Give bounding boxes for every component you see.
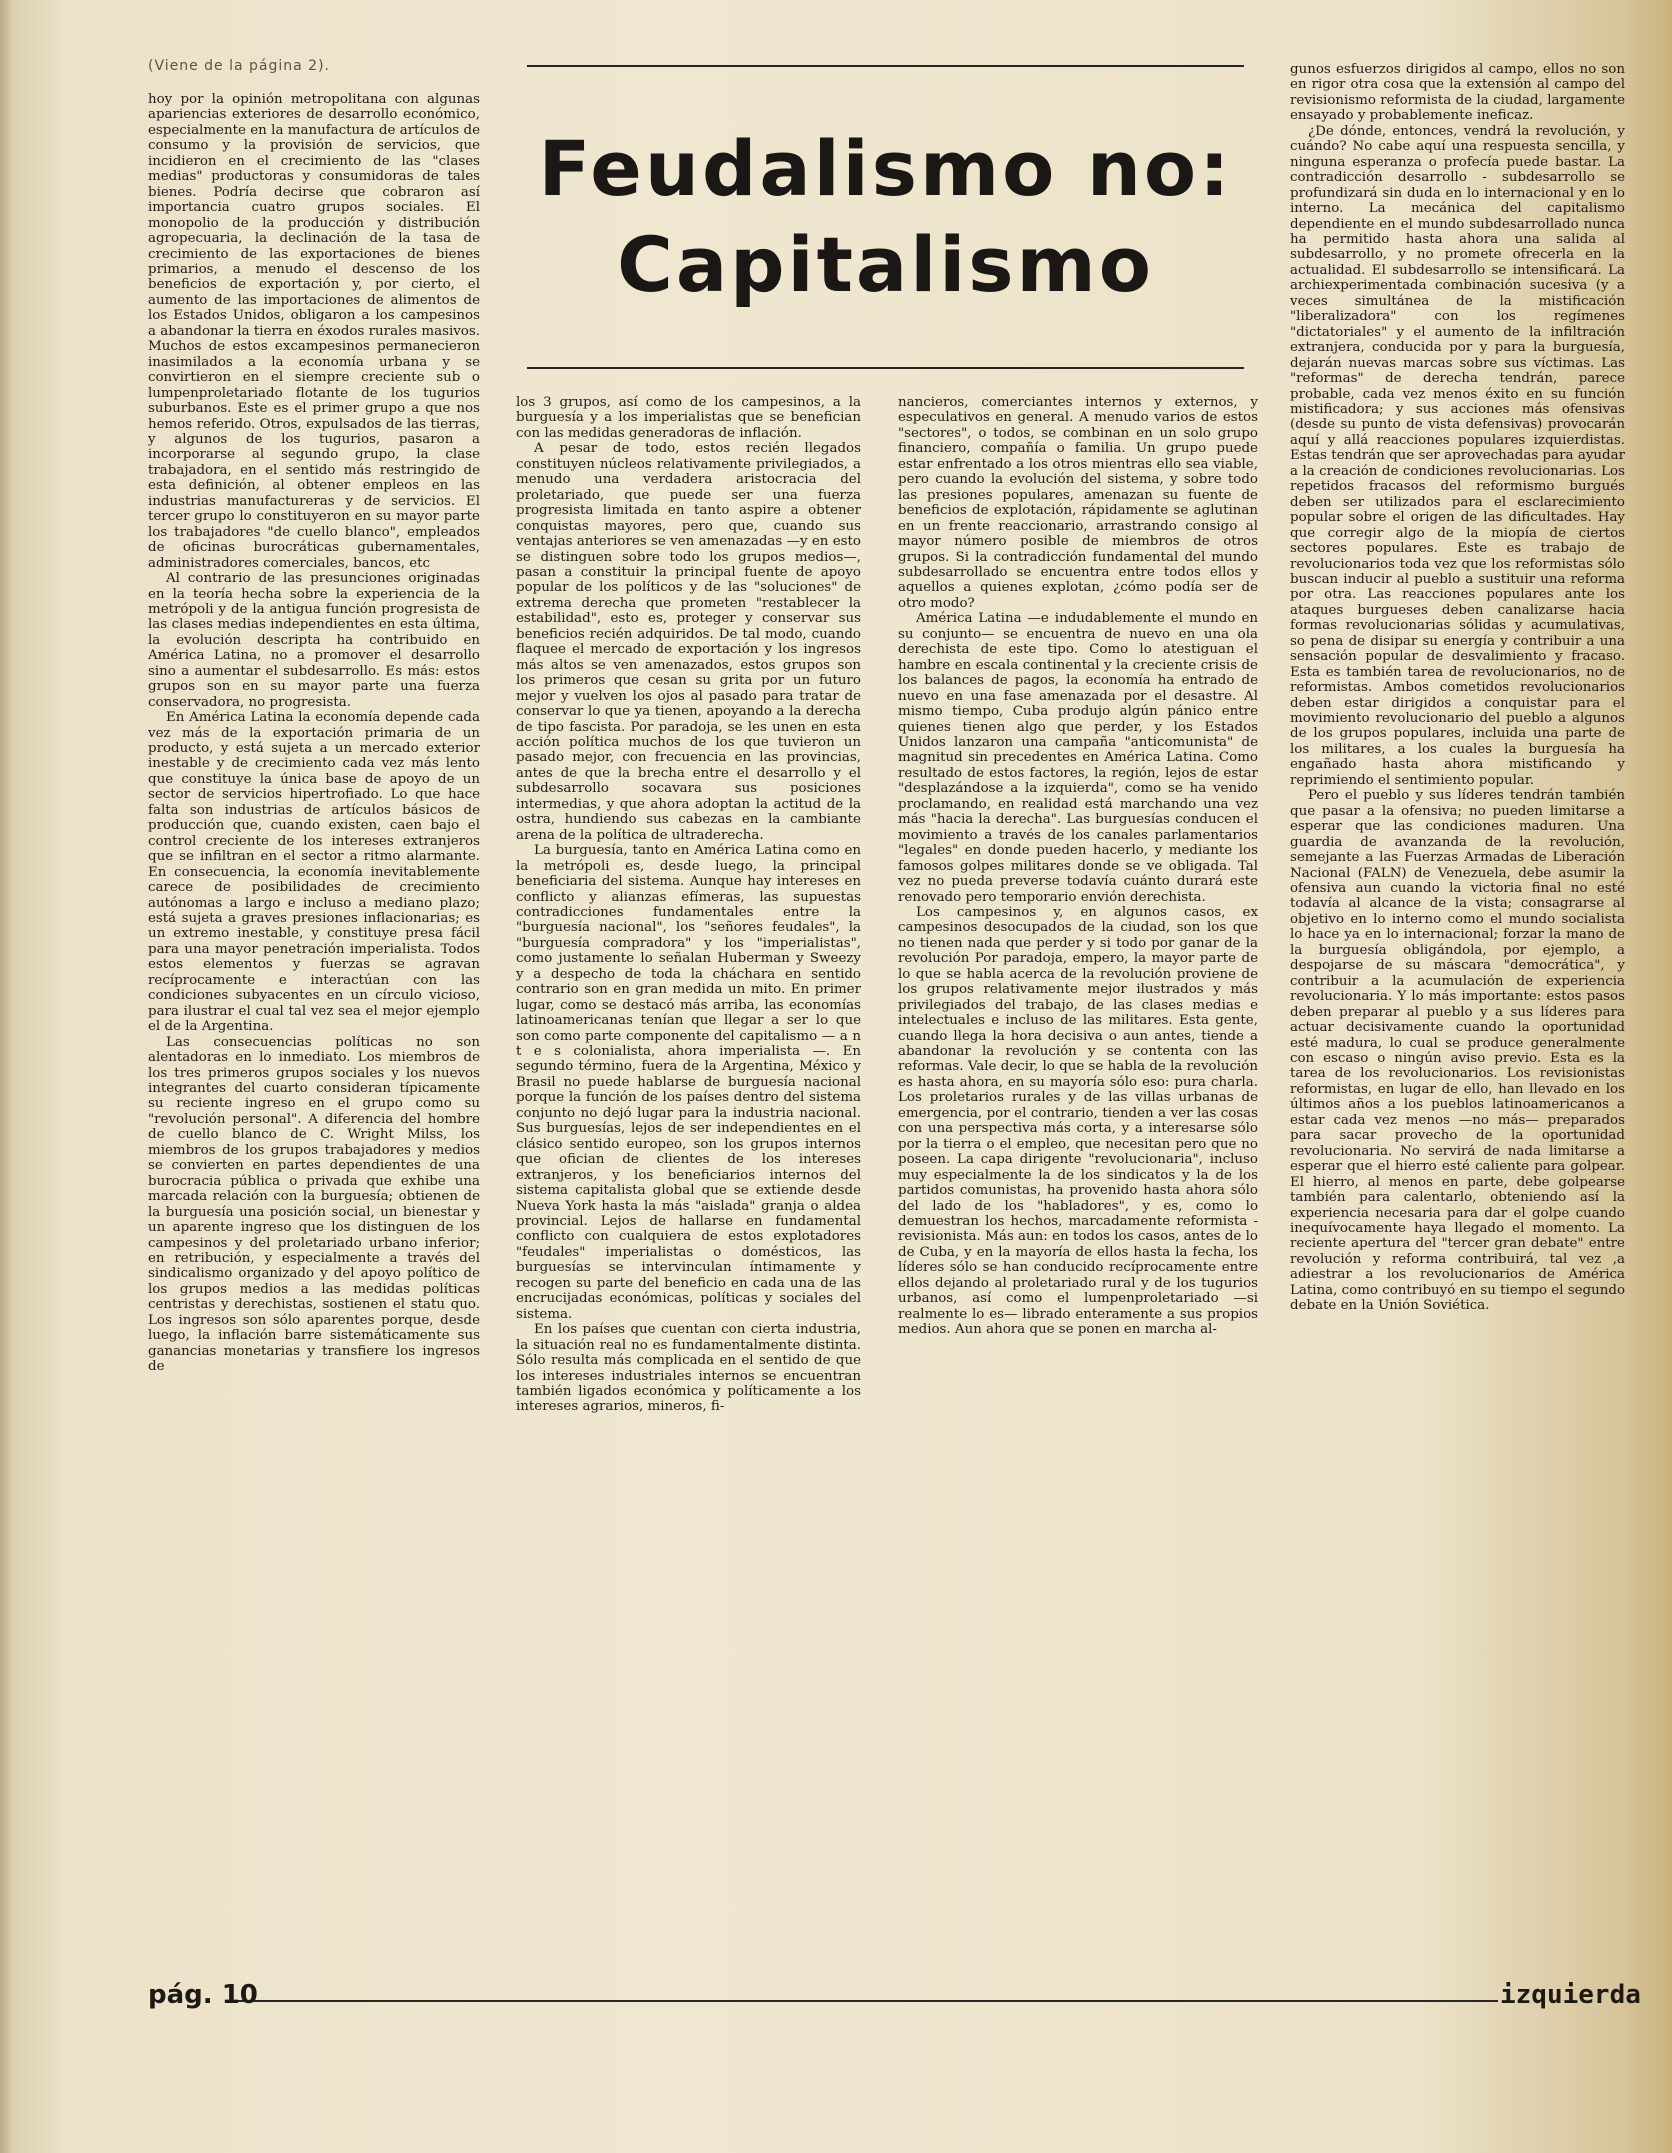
text-column-2 (516, 395, 861, 1970)
paragraph: Pero el pueblo y sus líderes tendrán también que pasar a la ofensiva; no pueden limitarse a esperar que las condiciones maduren. Una guardia de avanzanda de la revolución, semejante a las Fuerzas Armadas de Liberación Nacional (FALN) de Venezuela, debe asumir la ofensiva aun cuando la victoria final no esté todavía al alcance de la vista; consagrarse al objetivo en lo interno como el mundo socialista lo hace ya en lo internacional; forzar la mano de la burguesía obligándola, por ejemplo, a despojarse de su máscara "democrática", y contribuir a la acumulación de experiencia revolucionaria. Y lo más importante: estos pasos deben preparar al pueblo y a sus líderes para actuar decisivamente cuando la oportunidad esté madura, lo cual se produce generalmente con escaso o ningún aviso previo. Esta es la tarea de los revolucionarios. Los revisionistas reformistas, en lugar de ello, han llevado en los últimos años a los pueblos latinoamericanos a estar cada vez menos —no más— preparados para sacar provecho de la oportunidad revolucionaria. No servirá de nada limitarse a esperar que el hierro esté caliente para golpear. El hierro, al menos en parte, debe golpearse también para calentarlo, obteniendo así la experiencia necesaria para dar el golpe cuando inequívocamente haya llegado el momento. La reciente apertura del "tercer gran debate" entre revolución y reforma contribuirá, tal vez ,a adiestrar a los revolucionarios de América Latina, como contribuyó en su tiempo el segundo debate en la Unión Soviética. (1290, 788, 1625, 1314)
article-title-line-1: Feudalismo no: (538, 124, 1233, 213)
paragraph: hoy por la opinión metropolitana con algunas apariencias exteriores de desarrollo económico, especialmente en la manufactura de artículos de consumo y la provisión de servicios, que incidieron en el crecimiento de las "clases medias" productoras y consumidoras de tales bienes. Podría decirse que cobraron así importancia cuatro grupos sociales. El monopolio de la producción y distribución agropecuaria, la declinación de la tasa de crecimiento de las exportaciones de bienes primarios, a menudo el descenso de los beneficios de exportación y, por cierto, el aumento de las importaciones de alimentos de los Estados Unidos, obligaron a los campesinos a abandonar la tierra en éxodos rurales masivos. Muchos de estos excampesinos permanecieron inasimilados a la economía urbana y se convirtieron en el siempre creciente sub o lumpenproletariado flotante de los tugurios suburbanos. Este es el primer grupo a que nos hemos referido. Otros, expulsados de las tierras, y algunos de los tugurios, pasaron a incorporarse al segundo grupo, la clase trabajadora, en el sentido más restringido de esta definición, al obtener empleos en las industrias manufactureras y de servicios. El tercer grupo lo constituyeron en su mayor parte los trabajadores "de cuello blanco", empleados de oficinas burocráticas gubernamentales, administradores comerciales, bancos, etc (148, 92, 480, 571)
paragraph: La burguesía, tanto en América Latina como en la metrópoli es, desde luego, la principal beneficiaria del sistema. Aunque hay intereses en conflicto y alianzas efímeras, las supuestas contradicciones fundamentales entre la "burguesía nacional", los "señores feudales", la "burguesía compradora" y los "imperialistas", como justamente lo señalan Huberman y Sweezy y a despecho de toda la cháchara en sentido contrario son en gran medida un mito. En primer lugar, como se destacó más arriba, las economías latinoamericanas tenían que llegar a ser lo que son como parte componente del capitalismo — a n t e s colonialista, ahora imperialista —. En segundo término, fuera de la Argentina, México y Brasil no puede hablarse de burguesía nacional porque la función de los países dentro del sistema conjunto no dejó lugar para la industria nacional. Sus burguesías, lejos de ser independientes en el clásico sentido europeo, son los grupos internos que ofician de clientes de los intereses extranjeros, y los beneficiarios internos del sistema capitalista global que se extiende desde Nueva York hasta la más "aislada" granja o aldea provincial. Lejos de hallarse en fundamental conflicto con cualquiera de estos explotadores "feudales" imperialistas o domésticos, las burguesías se intervinculan íntimamente y recogen su parte del beneficio en cada una de las encrucijadas económicas, políticas y sociales del sistema. (516, 843, 861, 1322)
paragraph: ¿De dónde, entonces, vendrá la revolución, y cuándo? No cabe aquí una respuesta sencilla, y ninguna esperanza o profecía puede bastar. La contradicción desarrollo - subdesarrollo se profundizará sin duda en lo internacional y en lo interno. La mecánica del capitalismo dependiente en el mundo subdesarrollado nunca ha permitido hasta ahora una salida al subdesarrollo, y no promete ofrecerla en la actualidad. El subdesarrollo se intensificará. La archiexperimentada combinación sucesiva (y a veces simultánea de la mistificación "liberalizadora" con los regímenes "dictatoriales" y el aumento de la infiltración extranjera, conducida por y para la burguesía, dejarán nuevas marcas sobre sus víctimas. Las "reformas" de derecha tendrán, parece probable, cada vez menos éxito en su función mistificadora; y sus acciones más ofensivas (desde su punto de vista defensivas) provocarán aquí y allá reacciones populares izquierdistas. Estas tendrán que ser aprovechadas para ayudar a la creación de condiciones revolucionarias. Los repetidos fracasos del reformismo burgués deben ser utilizados para el esclarecimiento popular sobre el origen de las dificultades. Hay que corregir algo de la miopía de ciertos sectores populares. Este es trabajo de revolucionarios toda vez que los reformistas sólo buscan inducir al pueblo a sustituir una reforma por otra. Las reacciones populares ante los ataques burgueses deben canalizarse hacia formas revolucionarias sólidas y acumulativas, so pena de disipar su energía y contribuir a una sensación popular de desvalimiento y fracaso. Esta es también tarea de revolucionarios, no de reformistas. Ambos cometidos revolucionarios deben estar dirigidos a conquistar para el movimiento revolucionario del pueblo a algunos de los grupos populares, incluida una parte de los militares, a los cuales la burguesía ha engañado hasta ahora mistificando y reprimiendo el sentimiento popular. (1290, 123, 1625, 788)
page-edge-shadow (0, 0, 14, 2153)
text-column-4 (1290, 62, 1625, 1970)
page-number: pág. 10 (148, 1980, 258, 2010)
paragraph: Las consecuencias políticas no son alentadoras en lo inmediato. Los miembros de los tres primeros grupos sociales y los nuevos integrantes del cuarto consideran típicamente su reciente ingreso en el grupo como su "revolución personal". A diferencia del hombre de cuello blanco de C. Wright Milss, los miembros de los grupos trabajadores y medios se convierten en partes dependientes de una burocracia pública o privada que exhibe una marcada relación con la burguesía; obtienen de la burguesía una posición social, un bienestar y un aparente ingreso que los distinguen de los campesinos y del proletariado urbano inferior; en retribución, y especialmente a través del sindicalismo organizado y del apoyo político de los grupos medios a las medidas políticas centristas y derechistas, sostienen el statu quo. Los ingresos son sólo aparentes porque, desde luego, la inflación barre sistemáticamente sus ganancias monetarias y transfiere los ingresos de (148, 1034, 480, 1375)
paragraph: los 3 grupos, así como de los campesinos, a la burguesía y a los imperialistas que se benefician con las medidas generadoras de inflación. (516, 395, 861, 441)
paragraph: Al contrario de las presunciones originadas en la teoría hecha sobre la experiencia de la metrópoli y de la antigua función progresista de las clases medias independientes en esta última, la evolución descripta ha contribuido en América Latina, no a promover el desarrollo sino a aumentar el subdesarrollo. Es más: estos grupos son en su mayor parte una fuerza conservadora, no progresista. (148, 571, 480, 710)
paragraph: nancieros, comerciantes internos y externos, y especulativos en general. A menudo varios de estos "sectores", o todos, se combinan en un solo grupo financiero, compañía o familia. Un grupo puede estar enfrentado a los otros mientras ello sea viable, pero cuando la evolución del sistema, y sobre todo las presiones populares, amenazan su fuente de beneficios de explotación, rápidamente se aglutinan en un frente reaccionario, arrastrando consigo al mayor número posible de miembros de otros grupos. Si la contradicción fundamental del mundo subdesarrollado se encuentra entre todos ellos y aquellos a quienes explotan, ¿cómo podía ser de otro modo? (898, 395, 1258, 611)
paragraph: gunos esfuerzos dirigidos al campo, ellos no son en rigor otra cosa que la extensión al campo del revisionismo reformista de la ciudad, largamente ensayado y probablemente ineficaz. (1290, 62, 1625, 124)
paragraph: En los países que cuentan con cierta industria, la situación real no es fundamentalmente distinta. Sólo resulta más complicada en el sentido de que los intereses industriales internos se encuentran también ligados económica y políticamente a los intereses agrarios, mineros, fi- (516, 1322, 861, 1415)
paragraph: América Latina —e indudablemente el mundo en su conjunto— se encuentra de nuevo en una ola derechista de este tipo. Como lo atestiguan el hambre en escala continental y la creciente crisis de los balances de pagos, la economía ha entrado de nuevo en una fase amenazada por el desastre. Al mismo tiempo, Cuba produjo algún pánico entre quienes tienen algo que perder, y los Estados Unidos lanzaron una campaña "anticomunista" de magnitud sin precedentes en América Latina. Como resultado de estos factores, la región, lejos de estar "desplazándose a la izquierda", como se ha venido proclamando, en realidad está marchando una vez más "hacia la derecha". Las burguesías conducen el movimiento a través de los canales parlamentarios "legales" en donde pueden hacerlo, y mediante los famosos golpes militares donde se ve obligada. Tal vez no pueda preverse todavía cuánto durará este renovado pero temporario envión derechista. (898, 611, 1258, 905)
text-column-3 (898, 395, 1258, 1970)
article-title-box (527, 65, 1244, 369)
footer-rule (236, 2000, 1498, 2002)
paragraph: Los campesinos y, en algunos casos, ex campesinos desocupados de la ciudad, son los que no tienen nada que perder y si todo por ganar de la revolución Por paradoja, empero, la mayor parte de lo que se habla acerca de la revolución proviene de los grupos relativamente mejor ilustrados y más privilegiados del trabajo, de las clases medias e intelectuales e incluso de las militares. Esta gente, cuando llega la hora decisiva o aun antes, tiende a abandonar la revolución y se contenta con las reformas. Vale decir, lo que se habla de la revolución es hasta ahora, en su mayoría sólo eso: pura charla. Los proletarios rurales y de las villas urbanas de emergencia, por el contrario, tienden a ver las cosas con una perspectiva más corta, y a interesarse sólo por la tierra o el empleo, que necesitan pero que no poseen. La capa dirigente "revolucionaria", incluso muy especialmente la de los sindicatos y la de los partidos comunistas, ha provenido hasta ahora sólo del lado de los "habladores", y es, como lo demuestran los hechos, marcadamente reformista - revisionista. Más aun: en todos los casos, antes de lo de Cuba, y en la mayoría de ellos hasta la fecha, los líderes sólo se han conducido recíprocamente entre ellos dejando al proletariado rural y de los tugurios urbanos, así como el lumpenproletariado —si realmente lo es— librado enteramente a sus propios medios. Aun ahora que se ponen en marcha al- (898, 904, 1258, 1338)
text-column-1 (148, 92, 480, 1970)
continued-from-note: (Viene de la página 2). (148, 58, 331, 74)
paragraph: En América Latina la economía depende cada vez más de la exportación primaria de un producto, y está sujeta a un mercado exterior inestable y de crecimiento cada vez más lento que constituye la única base de apoyo de un sector de servicios hipertrofiado. Lo que hace falta son industrias de artículos básicos de producción que, cuando existen, caen bajo el control creciente de los intereses extranjeros que se infiltran en el sector a ritmo alarmante. En consecuencia, la economía inevitablemente carece de posibilidades de crecimiento autónomas a largo e incluso a mediano plazo; está sujeta a graves presiones inflacionarias; es un extremo inestable, y constituye presa fácil para una mayor penetración imperialista. Todos estos elementos y fuerzas se agravan recíprocamente e interactúan con las condiciones subyacentes en un círculo vicioso, para ilustrar el cual tal vez sea el mejor ejemplo el de la Argentina. (148, 710, 480, 1035)
magazine-name: izquierda (1500, 1980, 1641, 2010)
paragraph: A pesar de todo, estos recién llegados constituyen núcleos relativamente privilegiados, a menudo una verdadera aristocracia del proletariado, que puede ser una fuerza progresista limitada en tanto aspire a obtener conquistas mayores, pero que, cuando sus ventajas anteriores se ven amenazadas —y en esto se distinguen sobre todo los grupos medios—, pasan a constituir la principal fuente de apoyo popular de los políticos y de las "soluciones" de extrema derecha que prometen "restablecer la estabilidad", esto es, proteger y conservar sus beneficios recién adquiridos. De tal modo, cuando flaquee el mercado de exportación y los ingresos más altos se ven amenazados, estos grupos son los primeros que cesan su grita por un futuro mejor y vuelven los ojos al pasado para tratar de conservar lo que ya tienen, apoyando a la derecha de tipo fascista. Por paradoja, se les unen en esta acción política muchos de los que tuvieron un pasado mejor, con frecuencia en las provincias, antes de que la brecha entre el desarrollo y el subdesarrollo socavara sus posiciones intermedias, y que ahora adoptan la actitud de la ostra, hundiendo sus cabezas en la cambiante arena de la política de ultraderecha. (516, 441, 861, 843)
article-title-line-2: Capitalismo (617, 220, 1154, 309)
